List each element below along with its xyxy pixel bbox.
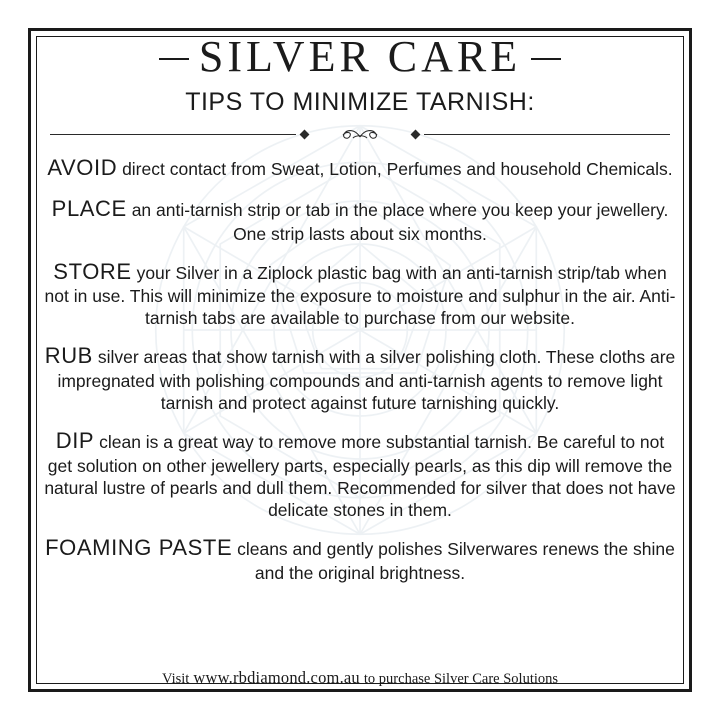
tip-avoid xyxy=(42,154,678,182)
divider-flourish-icon xyxy=(317,126,403,142)
tip-rub-keyword: RUB xyxy=(44,343,93,369)
tip-place xyxy=(42,195,678,245)
ornamental-divider xyxy=(50,126,670,142)
title-rule-right xyxy=(531,58,561,60)
tip-foaming-paste xyxy=(42,534,678,584)
footer-suffix: to purchase Silver Care Solutions xyxy=(363,671,559,687)
divider-diamond-left xyxy=(300,129,310,139)
tip-rub-text: silver areas that show tarnish with a silver polishing cloth. These cloths are impregnated with polishing compounds and anti-tarnish agents to remove light tarnish and protect against future tarnishing quickly. xyxy=(57,347,676,414)
divider-diamond-right xyxy=(411,129,421,139)
title-row xyxy=(36,34,684,80)
tip-place-text: an anti-tarnish strip or tab in the place where you keep your jewellery. One strip lasts about six months. xyxy=(131,199,669,244)
tip-rub xyxy=(42,342,678,414)
tip-dip-text: clean is a great way to remove more substantial tarnish. Be careful to not get solution on other jewellery parts, especially pearls, as this dip will remove the natural lustre of pearls and dull them. Recommended for silver that does not have delicate stones in them. xyxy=(44,432,676,521)
website-link[interactable]: www.rbdiamond.com.au xyxy=(193,668,360,687)
tip-avoid-text: direct contact from Sweat, Lotion, Perfumes and household Chemicals. xyxy=(122,159,673,180)
tip-store-keyword: STORE xyxy=(53,258,132,284)
tip-dip-keyword: DIP xyxy=(55,428,95,454)
tip-store xyxy=(42,258,678,330)
footer xyxy=(36,668,684,688)
poster-content xyxy=(36,30,684,690)
tip-foaming-paste-text: cleans and gently polishes Silverwares renews the shine and the original brightness. xyxy=(237,539,675,583)
divider-line-right xyxy=(424,134,670,135)
footer-prefix: Visit xyxy=(161,671,190,687)
title-rule-left xyxy=(159,58,189,60)
tip-foaming-paste-keyword: FOAMING PASTE xyxy=(45,535,233,561)
page-title: SILVER CARE xyxy=(198,32,522,81)
tip-dip xyxy=(42,427,678,521)
page-subtitle: TIPS TO MINIMIZE TARNISH: xyxy=(185,88,535,117)
divider-line-left xyxy=(50,134,296,135)
tip-store-text: your Silver in a Ziplock plastic bag with an anti-tarnish strip/tab when not in use. This will minimize the exposure to moisture and sulphur in the air. Anti-tarnish tabs are available to purchase from our website. xyxy=(44,262,676,329)
tip-avoid-keyword: AVOID xyxy=(47,155,118,181)
tip-place-keyword: PLACE xyxy=(51,195,127,221)
